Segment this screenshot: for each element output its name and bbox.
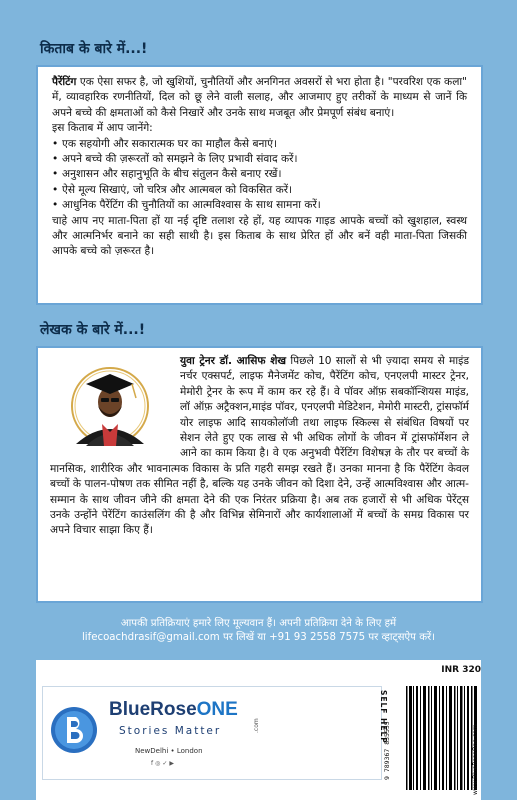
feedback-ending: पर व्हाट्सऐप करें। <box>365 632 436 643</box>
learning-point: • ऐसे मूल्य सिखाएं, जो चरित्र और आत्मबल को विकसित करें। <box>52 183 467 198</box>
feedback-line-2 <box>20 631 497 645</box>
category-label: SELF HELP <box>379 690 388 744</box>
publisher-logo <box>42 686 382 780</box>
brand-com-tag: .com <box>253 718 260 733</box>
learning-point: • एक सहयोगी और सकारात्मक घर का माहौल कैसे बनाएं। <box>52 137 467 152</box>
feedback-connector: पर लिखें या <box>219 632 270 643</box>
isbn-barcode <box>392 678 482 796</box>
brand-one: ONE <box>196 699 238 720</box>
author-photo <box>46 354 174 452</box>
about-book-box <box>36 65 483 305</box>
feedback-email: lifecoachdrasif@gmail.com <box>81 632 220 643</box>
brand-bluerose: BlueRose <box>109 699 197 720</box>
learning-point: • अपने बच्चे की ज़रूरतों को समझने के लिए प्रभावी संवाद करें। <box>52 152 467 167</box>
about-author-box <box>36 346 483 603</box>
price-label: INR 320 <box>441 665 481 675</box>
publisher-name <box>109 699 238 721</box>
book-intro <box>52 75 467 121</box>
publisher-website: www.BlueRoseOne.com <box>472 724 479 795</box>
learning-point: • आधुनिक पैरेंटिंग की चुनौतियों का आत्मविश्वास के साथ सामना करें। <box>52 198 467 213</box>
isbn-number: 9 789367 835555 <box>383 721 391 780</box>
learning-point: • अनुशासन और सहानुभूति के बीच संतुलन कैसे बनाए रखें। <box>52 167 467 182</box>
feedback-line-1: आपकी प्रतिक्रियाएं हमारे लिए मूल्यवान हैं। अपनी प्रतिक्रिया देने के लिए हमें <box>120 618 397 629</box>
feedback-note <box>20 617 497 645</box>
book-closing: चाहे आप नए माता-पिता हों या नई दृष्टि तलाश रहे हों, यह व्यापक गाइड आपके बच्चों को खुशहाल, स्वस्थ और आत्मनिर्भर बनाने का सही साथी है। इस किताब के साथ प्रेरित हों और बनें वही माता-पिता जिसकी आपके बच्चे को ज़रूरत है। <box>52 214 467 258</box>
intro-text: एक ऐसा सफर है, जो खुशियों, चुनौतियों और अनगिनत अवसरों से भरा होता है। "परवरिश एक कला" में, व्यावहारिक रणनीतियों, दिल को छू लेने वाली सलाह, और आजमाए हुए तरीकों के माध्यम से जानें कि अपने बच्चे की क्षमताओं को कैसे निखारें और उनके साथ मजबूत और प्रेमपूर्ण संबंध बनाएं। <box>52 76 467 119</box>
bluerose-badge-icon <box>49 705 99 755</box>
author-bio-text: पिछले 10 सालों से भी ज़्यादा समय से माइंड नर्चर एक्सपर्ट, लाइफ मैनेजमेंट कोच, पैरेंटिंग कोच, एनएलपी मास्टर ट्रेनर, मेमोरी ट्रेनर के रूप में काम कर रहे हैं। वे पॉवर ऑफ़ सबकॉन्शियस माइंड, लॉ ऑफ़ अट्रैक्शन,माइंड पॉवर, एनएलपी मेडिटेशन, मेमोरी मास्टरी, ट्रांसफॉर्म योर लाइफ आदि सायकोलॉजी तथा लाइफ स्किल्स से संबंधित विषयों पर सेशन लेते हुए एक लाख से भी अधिक लोगों के जीवन में ट्रांसफॉर्मेशन ले आने का काम किया है। वे एक अनुभवी पैरेंटिंग विशेषज्ञ के तौर पर बच्चों के मानसिक, शारीरिक और भावनात्मक विकास के प्रति गहरी समझ रखते हैं। उनका मानना है कि पैरेंटिंग केवल बच्चों के पालन-पोषण तक सीमित नहीं है, बल्कि यह उनके जीवन को दिशा देने, उन्हें आत्मविश्वास और आत्म-सम्मान के साथ जीवन जीने की क्षमता देने की एक निरंतर प्रक्रिया है। अब तक हजारों से भी अधिक पेरेंट्स उनके उन्होंने पेरेंटिंग काउंसलिंग की है और विभिन्न सेमिनारों और कार्यशालाओं में बच्चों के समग्र विकास पर अपने विचार साझा किए हैं। <box>50 355 470 537</box>
list-intro: इस किताब में आप जानेंगे: <box>52 122 153 135</box>
publisher-tagline: Stories Matter <box>119 725 222 737</box>
publisher-cities: NewDelhi • London <box>135 747 203 755</box>
learning-points <box>52 137 467 214</box>
about-book-heading: किताब के बारे में...! <box>40 41 148 57</box>
intro-bold-word: पैरेंटिंग <box>52 76 77 88</box>
about-author-heading: लेखक के बारे में...! <box>40 322 146 338</box>
feedback-phone: +91 93 2558 7575 <box>269 632 366 643</box>
author-name: युवा ट्रेनर डॉ. आसिफ शेख <box>180 355 287 367</box>
social-icons: f◎✓▶ <box>151 760 176 767</box>
